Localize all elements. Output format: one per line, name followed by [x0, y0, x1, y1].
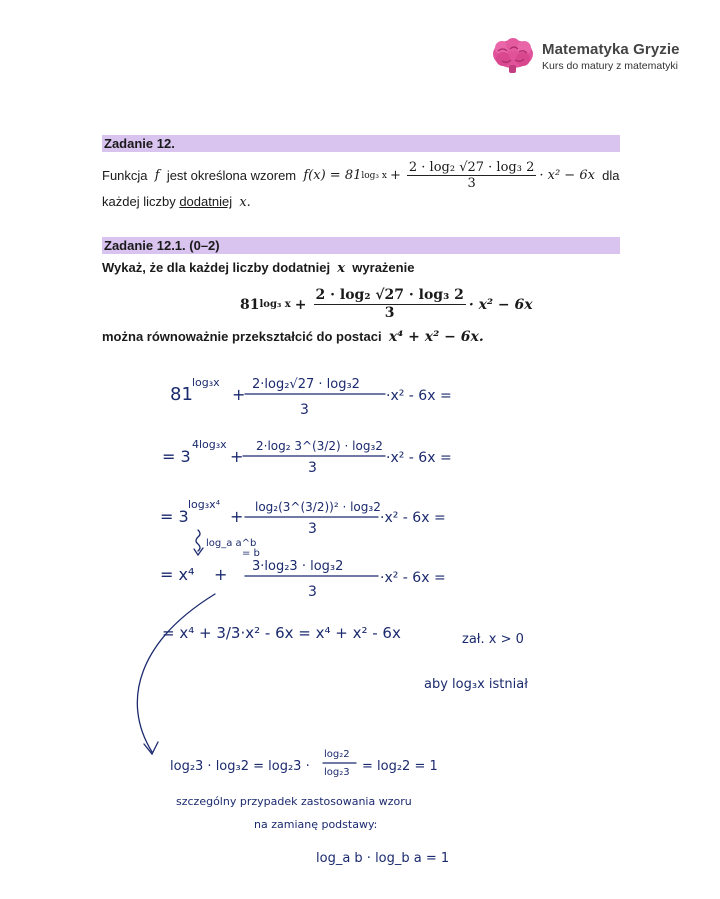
line2-a: każdej liczby: [102, 194, 176, 209]
l1-base: 81: [170, 384, 193, 405]
prompt-a: Wykaż, że dla każdej liczby dodatniej: [102, 260, 331, 275]
formula-plus: +: [389, 167, 401, 183]
task-header: Zadanie 12.: [102, 135, 620, 152]
l2-base: = 3: [162, 447, 191, 466]
l5-result: = x⁴ + 3/3·x² - 6x = x⁴ + x² - 6x: [162, 624, 401, 642]
side-formula: log_a b · log_b a = 1: [316, 851, 450, 866]
arrow-head: [144, 742, 158, 754]
subtask-header: Zadanie 12.1. (0–2): [102, 237, 620, 254]
condition-reason: aby log₃x istniał: [424, 677, 528, 692]
l3-exponent: log₃x⁴: [188, 498, 221, 511]
l1-plus: +: [232, 385, 246, 404]
side-frac-num: log₂2: [324, 749, 350, 760]
side-comment-2: na zamianę podstawy:: [254, 818, 378, 831]
brand-title: Matematyka Gryzie: [542, 40, 680, 58]
formula-exponent: log₃ x: [361, 170, 387, 181]
l4-plus: +: [214, 565, 228, 584]
l1-exponent: log₃x: [192, 376, 220, 389]
formula-numerator: 2 · log₂ √27 · log₃ 2: [408, 160, 535, 175]
l2-plus: +: [230, 447, 244, 466]
eq-plus: +: [294, 296, 307, 313]
line2-underlined: dodatniej: [179, 194, 233, 209]
formula-tail: · x² − 6x: [539, 167, 595, 183]
intro-b: jest określona wzorem: [166, 167, 297, 183]
l3-plus: +: [230, 507, 244, 526]
side-result: = log₂2 = 1: [362, 759, 438, 774]
l1-denominator: 3: [300, 402, 309, 418]
formula-denominator: 3: [467, 176, 476, 191]
line2-x: x.: [239, 195, 251, 210]
l2-exponent: 4log₃x: [192, 438, 227, 451]
eq-tail: · x² − 6x: [468, 296, 533, 313]
l1-numerator: 2·log₂√27 · log₃2: [252, 377, 360, 392]
formula-lhs: f(x) = 81: [303, 167, 362, 183]
l3-denominator: 3: [308, 521, 317, 537]
note-rule: log_a a^b: [206, 538, 257, 549]
brand-subtitle: Kurs do matury z matematyki: [542, 59, 678, 72]
l1-tail: ·x² - 6x =: [386, 388, 452, 404]
l3-numerator: log₂(3^(3/2))² · log₃2: [255, 500, 381, 514]
l2-numerator: 2·log₂ 3^(3/2) · log₃2: [256, 439, 383, 453]
squiggle-arrow: [196, 530, 200, 551]
side-frac-den: log₂3: [324, 767, 350, 778]
l3-base: = 3: [160, 507, 189, 526]
side-comment-1: szczególny przypadek zastosowania wzoru: [176, 795, 412, 808]
eq-numerator: 2 · log₂ √27 · log₃ 2: [315, 287, 464, 303]
intro-a: Funkcja: [102, 167, 148, 183]
l4-tail: ·x² - 6x =: [380, 570, 446, 586]
l4-base: = x⁴: [160, 565, 195, 584]
eq-base: 81: [240, 296, 260, 313]
curved-arrow: [137, 594, 215, 752]
l2-tail: ·x² - 6x =: [386, 450, 452, 466]
intro-c: dla: [602, 167, 620, 183]
eq-denominator: 3: [384, 305, 395, 321]
eq-exponent: log₃ x: [259, 299, 291, 310]
condition: zał. x > 0: [462, 632, 524, 647]
function-symbol: f: [154, 167, 160, 183]
prompt-x: x: [337, 261, 346, 276]
l4-numerator: 3·log₂3 · log₃2: [252, 559, 344, 574]
l4-denominator: 3: [308, 584, 317, 600]
conclusion-a: można równoważnie przekształcić do postaci: [102, 329, 382, 344]
side-lhs: log₂3 · log₃2 = log₂3 ·: [170, 759, 310, 774]
note-result: = b: [242, 548, 260, 559]
conclusion-b: x⁴ + x² − 6x.: [388, 329, 484, 345]
prompt-b: wyrażenie: [352, 260, 415, 275]
squiggle-arrow-head: [194, 548, 203, 555]
l3-tail: ·x² - 6x =: [380, 510, 446, 526]
l2-denominator: 3: [308, 460, 317, 476]
